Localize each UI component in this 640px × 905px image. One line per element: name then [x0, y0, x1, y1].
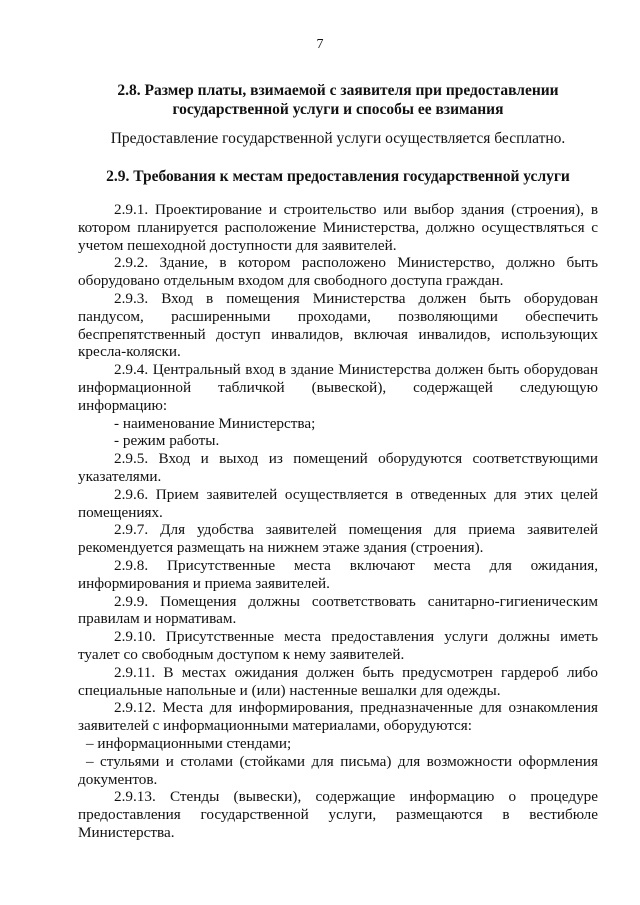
paragraph-2-9-8: 2.9.8. Присутственные места включают места для ожидания, информирования и приема заявителей. [78, 556, 598, 592]
list-item-chairs-tables: – стульями и столами (стойками для письма) для возможности оформления документов. [78, 752, 598, 788]
paragraph-2-9-12: 2.9.12. Места для информирования, предназначенные для ознакомления заявителей с информационными материалами, оборудуются: [78, 699, 598, 735]
section-2-8-title [78, 81, 598, 119]
paragraph-2-9-9: 2.9.9. Помещения должны соответствовать санитарно-гигиеническим правилам и нормативам. [78, 592, 598, 628]
page-number: 7 [316, 37, 324, 52]
section-2-9-title: 2.9. Требования к местам предоставления государственной услуги [106, 168, 570, 185]
paragraph-2-9-6: 2.9.6. Прием заявителей осуществляется в отведенных для этих целей помещениях. [78, 485, 598, 521]
paragraph-2-9-2: 2.9.2. Здание, в котором расположено Министерство, должно быть оборудовано отдельным входом для свободного доступа граждан. [78, 254, 598, 290]
paragraph-2-9-1: 2.9.1. Проектирование и строительство или выбор здания (строения), в котором планируется расположение Министерства, должно осуществляться с учетом пешеходной доступности для заявителей. [78, 201, 598, 254]
paragraph-2-9-3: 2.9.3. Вход в помещения Министерства должен быть оборудован пандусом, расширенными проходами, позволяющими обеспечить беспрепятственный доступ инвалидов, включая инвалидов, использующих кресла-коляски. [78, 289, 598, 361]
section-2-8-title-line2: государственной услуги и способы ее взимания [172, 101, 504, 118]
paragraph-2-9-11: 2.9.11. В местах ожидания должен быть предусмотрен гардероб либо специальные напольные и (или) настенные вешалки для одежды. [78, 663, 598, 699]
paragraph-2-9-13: 2.9.13. Стенды (вывески), содержащие информацию о процедуре предоставления государственной услуги, размещаются в вестибюле Министерства. [78, 788, 598, 841]
list-item-info-stands: – информационными стендами; [86, 734, 292, 752]
section-2-8-title-line1: 2.8. Размер платы, взимаемой с заявителя при предоставлении [117, 82, 559, 99]
paragraph-2-9-10: 2.9.10. Присутственные места предоставления услуги должны иметь туалет со свободным доступом к нему заявителей. [78, 628, 598, 663]
list-item-work-schedule: - режим работы. [114, 432, 220, 450]
section-2-8-text: Предоставление государственной услуги осуществляется бесплатно. [110, 130, 566, 147]
section-2-9-body [78, 201, 598, 842]
paragraph-2-9-7: 2.9.7. Для удобства заявителей помещения для приема заявителей рекомендуется размещать на нижнем этаже здания (строения). [78, 521, 598, 557]
list-item-ministry-name: - наименование Министерства; [114, 414, 316, 432]
paragraph-2-9-4: 2.9.4. Центральный вход в здание Министерства должен быть оборудован информационной табличкой (вывеской), содержащей следующую информацию: [78, 361, 598, 414]
paragraph-2-9-5: 2.9.5. Вход и выход из помещений оборудуются соответствующими указателями. [78, 450, 598, 485]
